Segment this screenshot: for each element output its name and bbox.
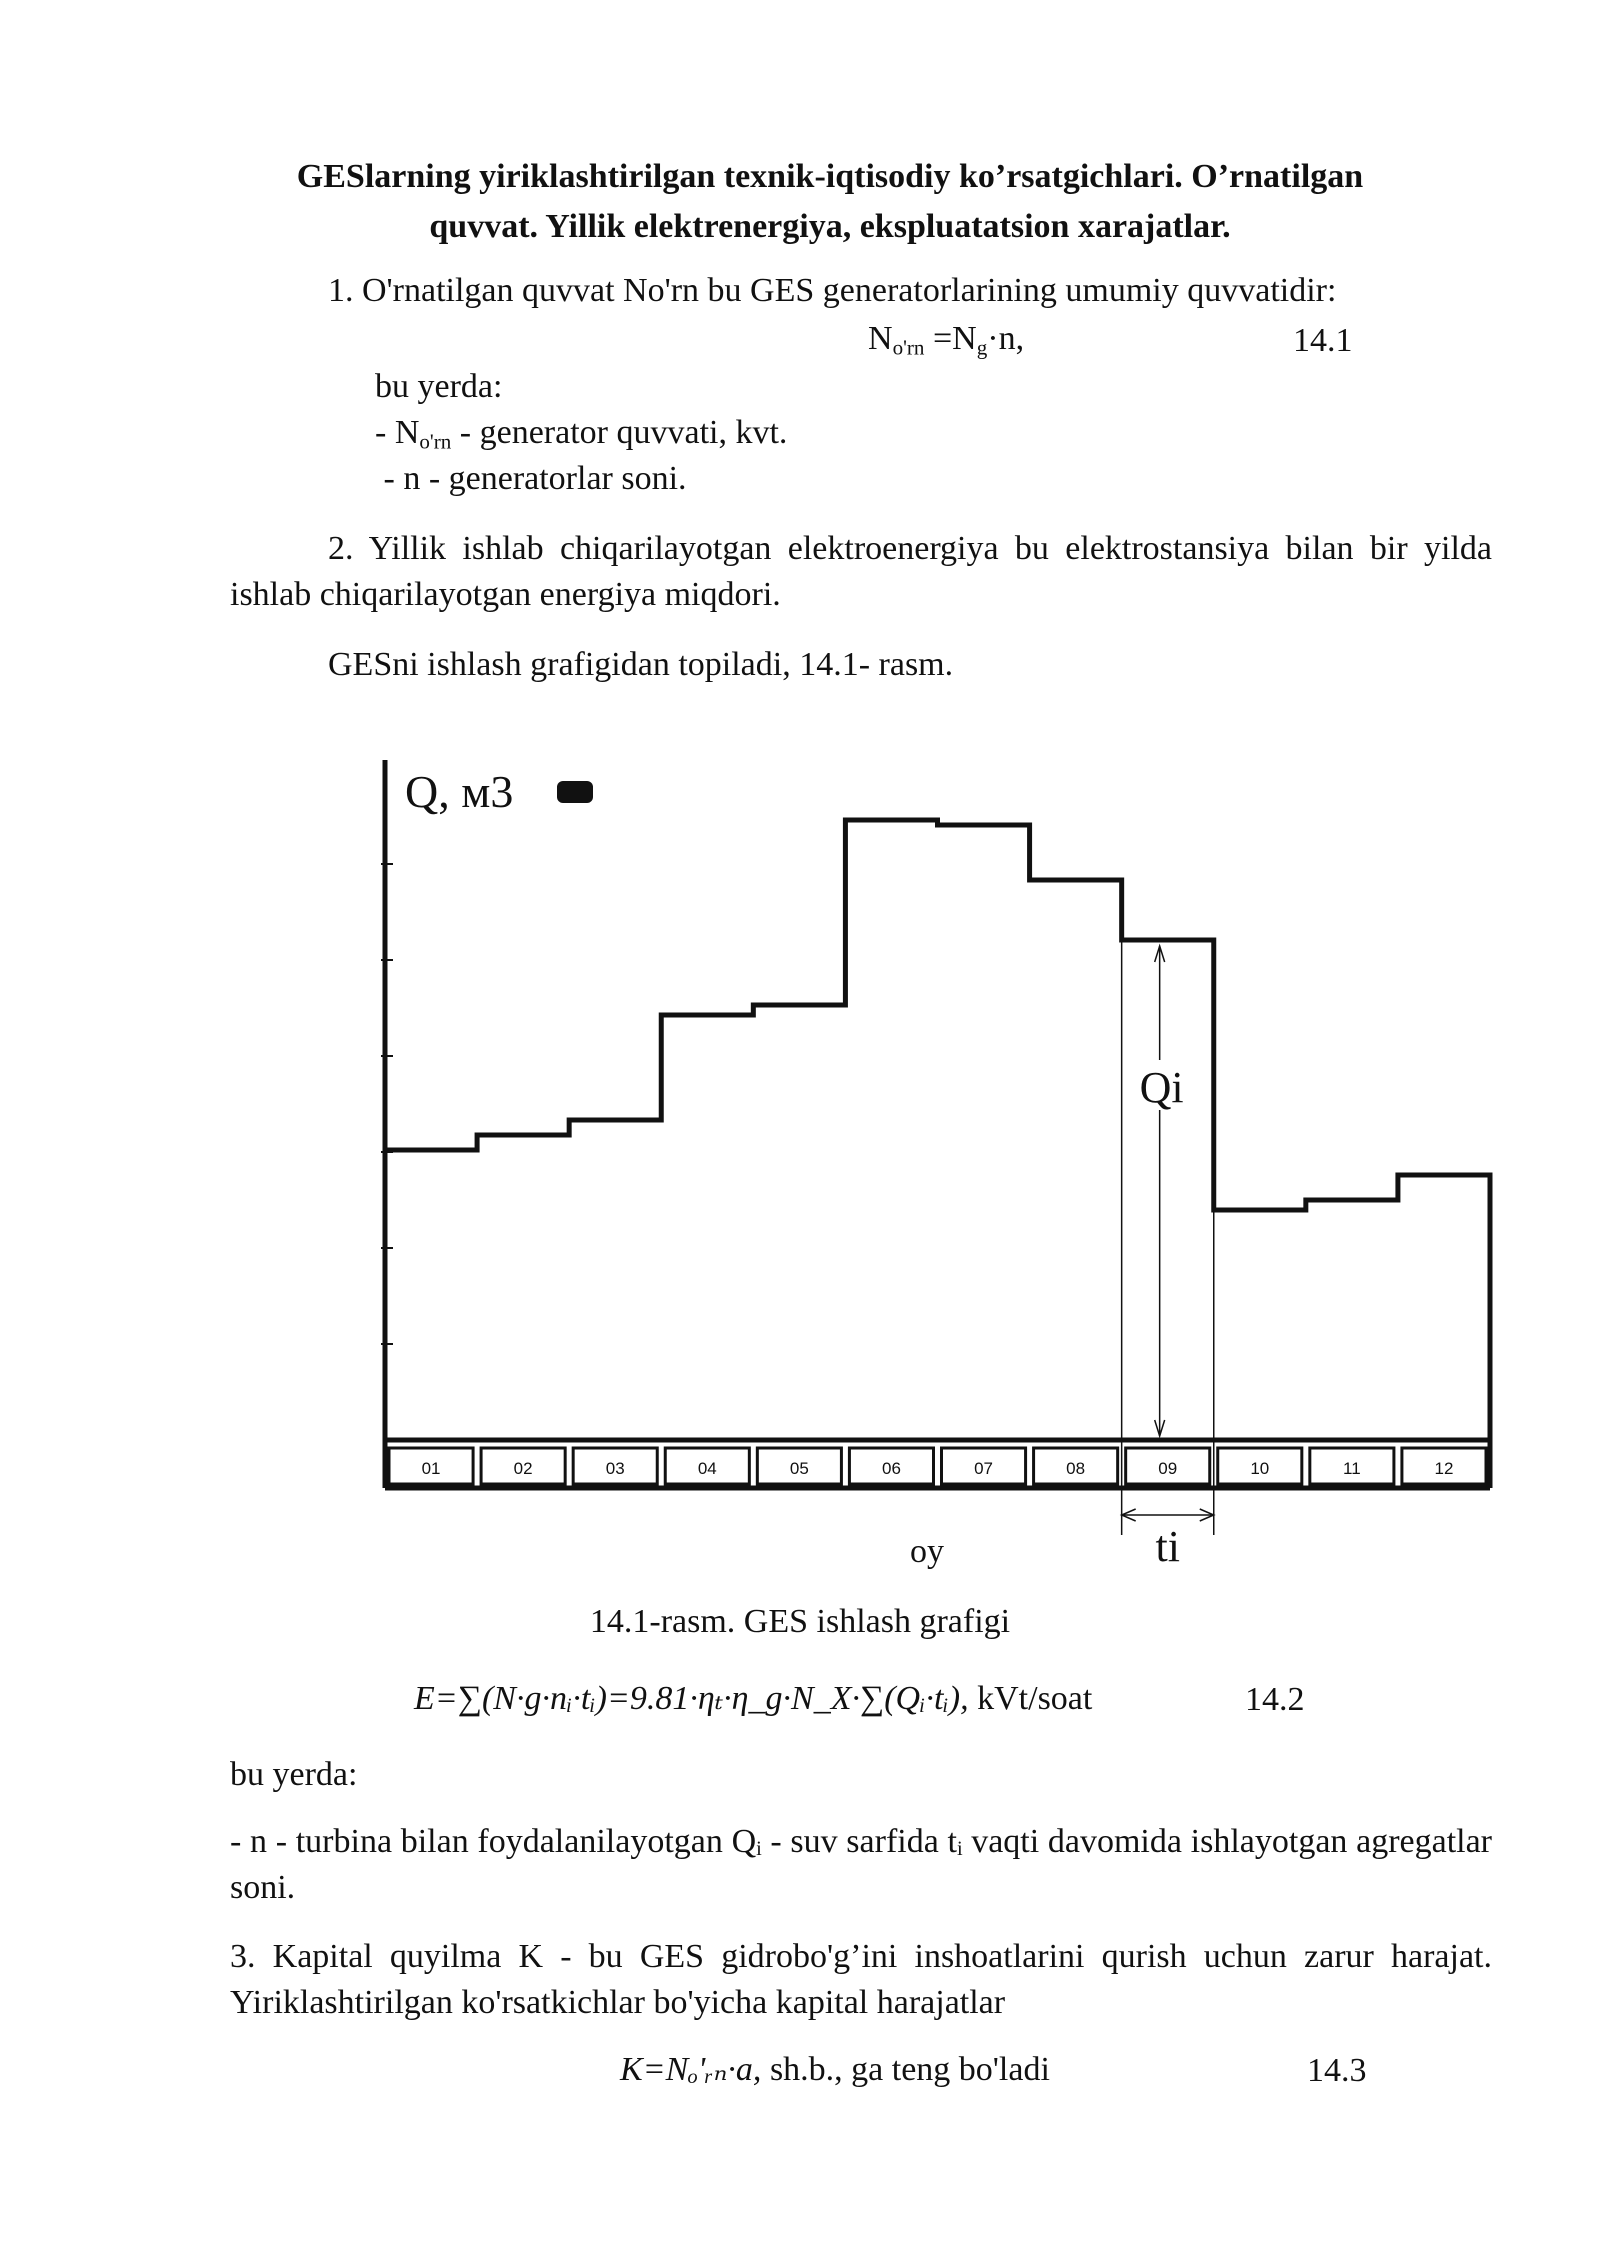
definition-n-orn: - $N_{o'rn}$ - generator quvvati, kvt. <box>375 414 788 454</box>
month-label-05: 05 <box>789 1459 809 1478</box>
ges-operation-chart <box>360 745 1500 1595</box>
page-title <box>230 152 1430 252</box>
bar-12 <box>1398 1175 1490 1440</box>
item3-paragraph: 3. Kapital quyilma K - bu GES gidrobo'g’ini inshoatlarini qurish uchun zarur harajat. Yiriklashtirilgan ko'rsatkichlar bo'yicha kapital harajatlar <box>230 1938 1492 2021</box>
bar-01 <box>385 1150 477 1440</box>
bar-03 <box>569 1120 661 1440</box>
label-decoration-icon <box>557 781 593 803</box>
bar-02 <box>477 1135 569 1440</box>
month-label-08: 08 <box>1066 1459 1086 1478</box>
bar-11 <box>1306 1200 1398 1440</box>
month-label-01: 01 <box>421 1459 441 1478</box>
month-label-03: 03 <box>605 1459 625 1478</box>
bar-09 <box>1122 940 1214 1440</box>
bar-10 <box>1214 1210 1306 1440</box>
bar-04 <box>661 1015 753 1440</box>
month-label-10: 10 <box>1250 1459 1270 1478</box>
equation-number-14-3: 14.3 <box>1307 2052 1367 2089</box>
definition-n: - n - generatorlar soni. <box>375 460 687 497</box>
item1-text: 1. O'rnatilgan quvvat No'rn bu GES generatorlarining umumiy quvvatidir: <box>328 272 1337 309</box>
month-label-09: 09 <box>1158 1459 1178 1478</box>
bar-05 <box>753 1005 845 1440</box>
formula-14-2: E=∑(N·g·nᵢ·tᵢ)=9.81·ηₜ·η_g·N_X·∑(Qᵢ·tᵢ), kVt/soat <box>414 1680 1093 1717</box>
where-label-1: bu yerda: <box>375 368 503 405</box>
bar-06 <box>845 820 937 1440</box>
y-axis-label: Q, м3 <box>405 766 514 817</box>
qi-annotation: Qi <box>1139 1063 1184 1112</box>
where-label-2: bu yerda: <box>230 1756 358 1793</box>
ti-annotation: ti <box>1155 1522 1180 1571</box>
month-label-07: 07 <box>974 1459 994 1478</box>
title-line-1: GESlarning yiriklashtirilgan texnik-iqtisodiy ko’rsatgichlari. O’rnatilgan <box>296 158 1364 195</box>
formula-14-1: $N_{o'rn} =N_g\cdot n$, <box>868 320 1025 360</box>
bar-08 <box>1030 880 1122 1440</box>
figure-caption: 14.1-rasm. GES ishlash grafigi <box>589 1603 1011 1640</box>
item2-text2: GESni ishlash grafigidan topiladi, 14.1- rasm. <box>328 646 954 683</box>
equation-number-14-1: 14.1 <box>1293 322 1353 359</box>
month-label-04: 04 <box>697 1459 717 1478</box>
x-axis-label: oy <box>910 1533 944 1570</box>
equation-number-14-2: 14.2 <box>1245 1681 1305 1718</box>
formula-14-3: K=Nₒ'ᵣₙ·a, sh.b., ga teng bo'ladi <box>620 2051 1050 2088</box>
month-label-02: 02 <box>513 1459 533 1478</box>
bar-07 <box>938 825 1030 1440</box>
definition-n-turbine: - n - turbina bilan foydalanilayotgan Qᵢ - suv sarfida tᵢ vaqti davomida ishlayotgan agregatlar soni. <box>230 1823 1492 1906</box>
month-label-06: 06 <box>881 1459 901 1478</box>
month-label-12: 12 <box>1434 1459 1454 1478</box>
month-label-11: 11 <box>1343 1459 1361 1478</box>
item2-paragraph: 2. Yillik ishlab chiqarilayotgan elektroenergiya bu elektrostansiya bilan bir yilda ishlab chiqarilayotgan energiya miqdori. <box>230 530 1492 613</box>
title-line-2: quvvat. Yillik elektrenergiya, ekspluatatsion xarajatlar. <box>429 208 1231 245</box>
